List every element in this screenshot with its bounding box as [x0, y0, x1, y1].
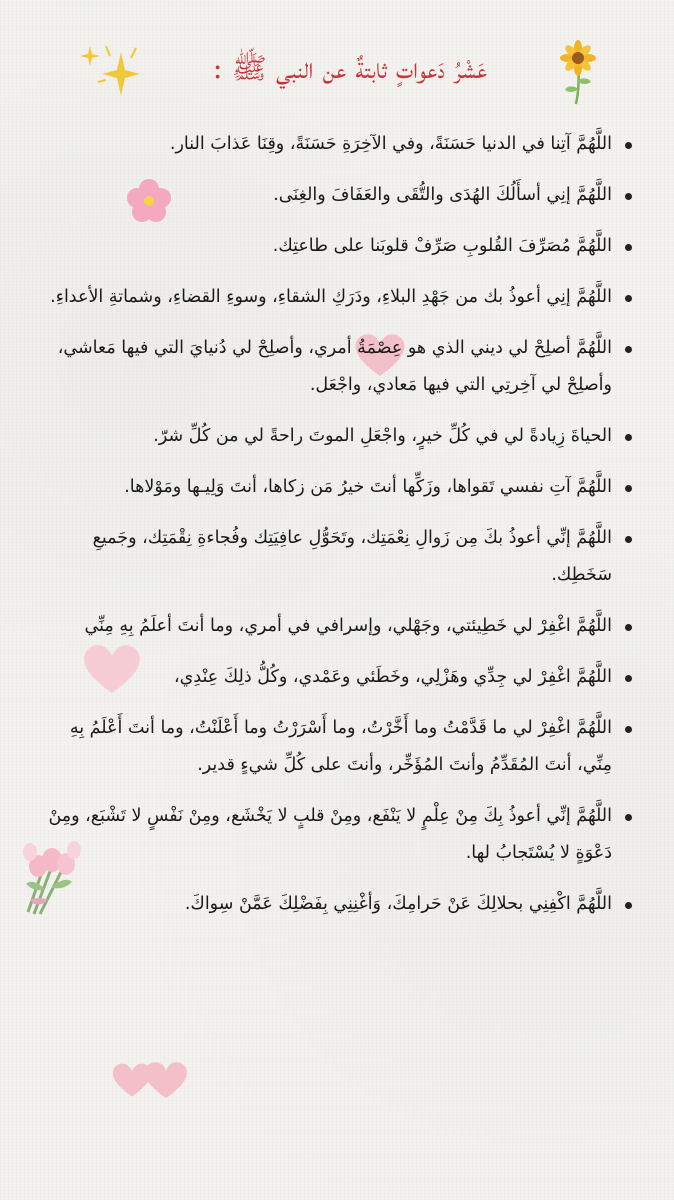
sparkle-icon: [76, 42, 146, 102]
list-item: اللَّهُمَّ إنِّي أعوذُ بكَ مِن زَوالِ نِعْمَتِك، وتَحَوُّلِ عافِيَتِك وفُجاءةِ نِقْمَتِك، وجَميعِ سَخَطِك.: [32, 520, 632, 594]
list-item: اللَّهُمَّ آتِ نفسي تَقواها، وزَكِّها أنتَ خيرُ مَن زكاها، أنتَ وَلِيـها ومَوْلاها.: [32, 469, 632, 506]
list-item: اللَّهُمَّ اغْفِرْ لي خَطِيئتي، وجَهْلي، وإسرافي في أمري، وما أنتَ أعلَمُ بِهِ مِنِّي: [32, 608, 632, 645]
page-title: عَشْرُ دَعواتٍ ثابتةٌ عن النبي ﷺ :: [212, 51, 488, 85]
heart-icon: [142, 1058, 190, 1102]
dua-list: [32, 126, 632, 937]
list-item: اللَّهُمَّ اغْفِرْ لي ما قَدَّمْتُ وما أَخَّرْتُ، وما أَسْرَرْتُ وما أَعْلَنْتُ، وما أنتَ أَعْلَمُ بِهِ مِنِّي، أنتَ المُقَدِّمُ وأنتَ المُؤَخِّر، وأنتَ على كُلِّ شيءٍ قدير.: [32, 710, 632, 784]
list-item: الحياةَ زِيادةً لي في كُلِّ خيرٍ، واجْعَلِ الموتَ راحةً لي من كُلِّ شرّ.: [32, 418, 632, 455]
list-item: اللَّهُمَّ اكْفِنِي بحلالِكَ عَنْ حَرامِكَ، وَأغْنِنِي بِفَضْلِكَ عَمَّنْ سِواكَ.: [32, 886, 632, 923]
list-item: اللَّهُمَّ إنِي أعوذُ بك من جَهْدِ البلاءِ، ودَرَكِ الشقاءِ، وسوءِ القضاءِ، وشماتةِ الأعداءِ.: [32, 279, 632, 316]
sunflower-icon: [558, 40, 598, 106]
list-item: اللَّهُمَّ إنِّي أعوذُ بِكَ مِنْ عِلْمٍ لا يَنْفَع، ومِنْ قلبٍ لا يَخْشَع، ومِنْ نَفْسٍ لا تَشْبَع، ومِنْ دَعْوَةٍ لا يُسْتَجابُ لها.: [32, 798, 632, 872]
list-item: اللَّهُمَّ اغْفِرْ لي جِدِّي وهَزْلِي، وخَطَئي وعَمْدي، وكُلُّ ذلِكَ عِنْدِي،: [32, 659, 632, 696]
list-item: اللَّهُمَّ مُصَرِّفَ القُلوبِ صَرِّفْ قلوبَنا على طاعتِك.: [32, 228, 632, 265]
list-item: اللَّهُمَّ آتِنا في الدنيا حَسَنَةً، وفي الآخِرَةِ حَسَنَةً، وقِنَا عَذابَ النار.: [32, 126, 632, 163]
list-item: اللَّهُمَّ أصلِحْ لي ديني الذي هو عِصْمَةُ أمري، وأصلِحْ لي دُنيايَ التي فيها مَعاشي، وأصلِحْ لي آخِرتِي التي فيها مَعادي، واجْعَل.: [32, 330, 632, 404]
list-item: اللَّهُمَّ إنِي أسأَلُكَ الهُدَى والتُّقَى والعَفَافَ والغِنَى.: [32, 177, 632, 214]
